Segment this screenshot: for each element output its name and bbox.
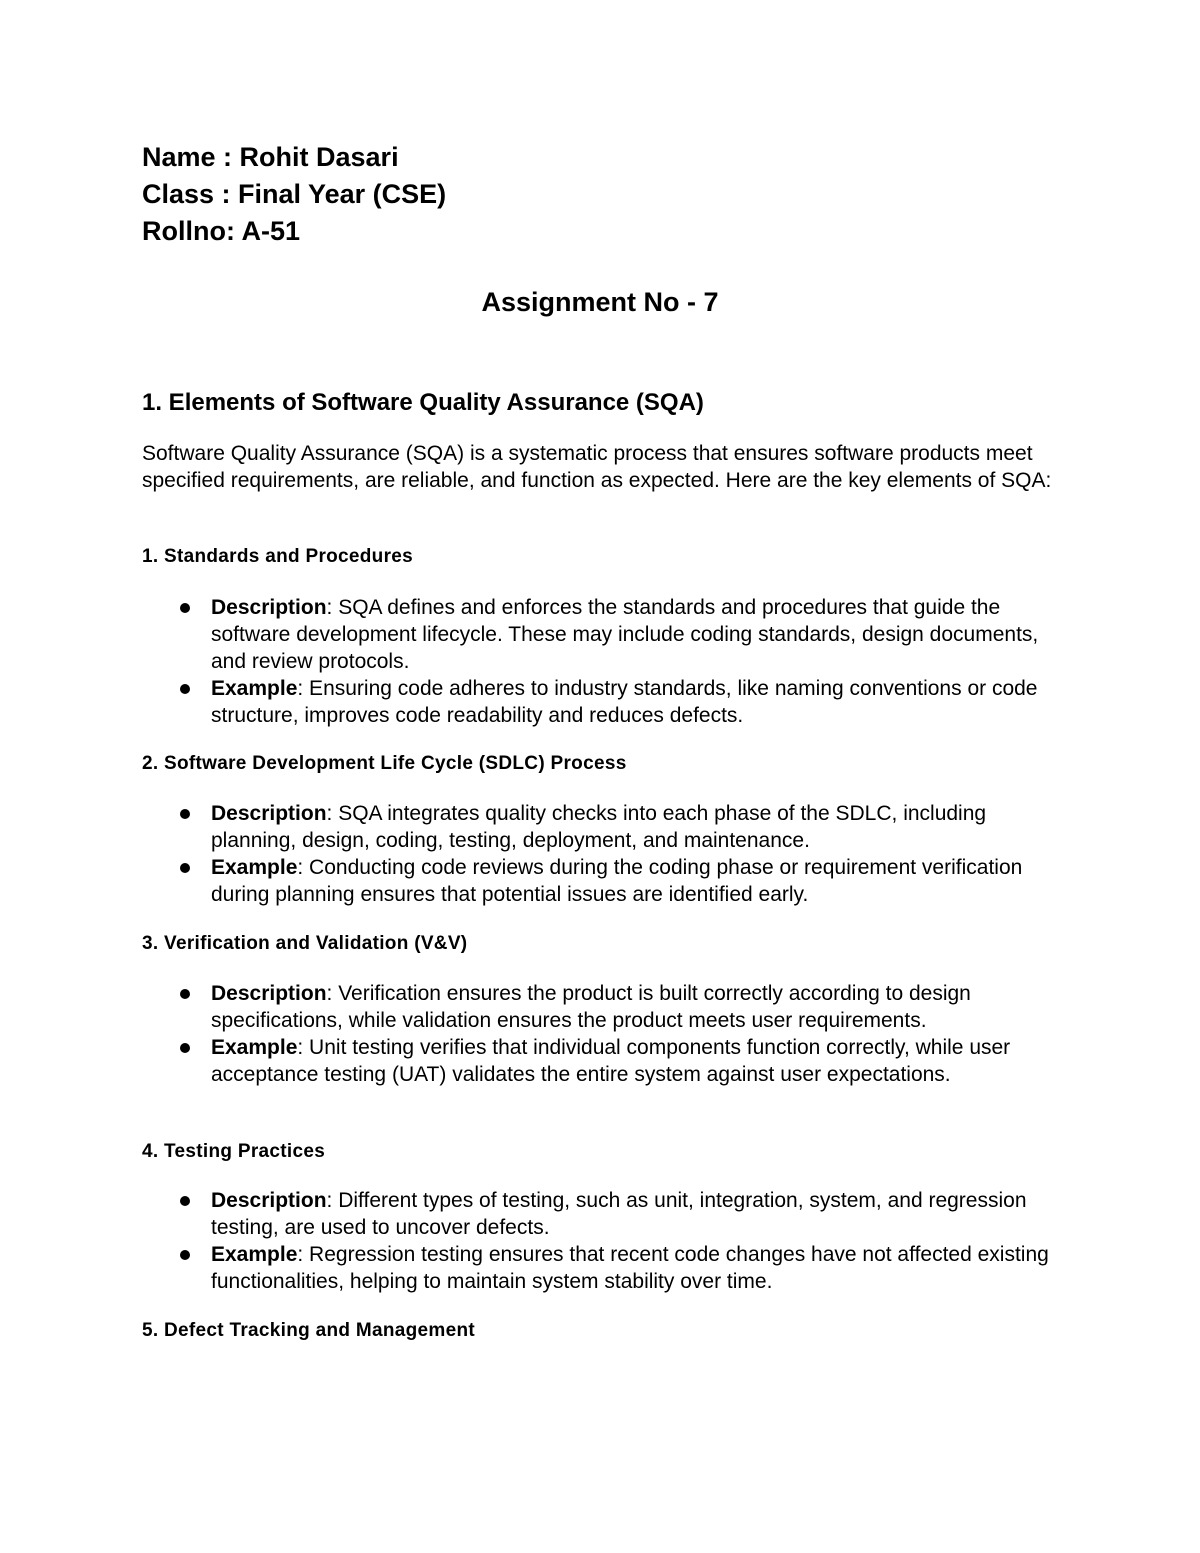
bullet-label: Description — [211, 596, 327, 619]
bullet-dot-icon — [180, 863, 190, 873]
bullet-dot-icon — [180, 1196, 190, 1206]
bullet-label: Example — [211, 1243, 298, 1266]
bullet-item — [142, 594, 1072, 675]
element-heading-defect-tracking: 5. Defect Tracking and Management — [142, 1320, 475, 1341]
bullet-label: Example — [211, 677, 298, 700]
bullet-item — [142, 800, 1072, 854]
element-bullets-vv — [142, 980, 1072, 1088]
element-heading-vv: 3. Verification and Validation (V&V) — [142, 933, 468, 954]
bullet-dot-icon — [180, 684, 190, 694]
bullet-label: Example — [211, 1036, 298, 1059]
bullet-text: : SQA defines and enforces the standards and procedures that guide the software development lifecycle. These may include coding standards, design documents, and review protocols. — [211, 596, 1039, 673]
bullet-item — [142, 1187, 1072, 1241]
bullet-text: : Conducting code reviews during the coding phase or requirement verification during planning ensures that potential issues are identified early. — [211, 856, 1023, 906]
bullet-text: : SQA integrates quality checks into each phase of the SDLC, including planning, design, coding, testing, deployment, and maintenance. — [211, 802, 987, 852]
element-bullets-testing — [142, 1187, 1072, 1295]
bullet-item — [142, 854, 1072, 908]
bullet-item — [142, 675, 1072, 729]
bullet-item — [142, 980, 1072, 1034]
bullet-item — [142, 1241, 1072, 1295]
bullet-text: : Regression testing ensures that recent code changes have not affected existing functionalities, helping to maintain system stability over time. — [211, 1243, 1049, 1293]
bullet-dot-icon — [180, 809, 190, 819]
element-heading-sdlc: 2. Software Development Life Cycle (SDLC) Process — [142, 753, 627, 774]
bullet-text: : Unit testing verifies that individual components function correctly, while user acceptance testing (UAT) validates the entire system against user expectations. — [211, 1036, 1011, 1086]
bullet-label: Description — [211, 1189, 327, 1212]
bullet-label: Example — [211, 856, 298, 879]
student-name: Name : Rohit Dasari — [142, 142, 399, 172]
bullet-label: Description — [211, 982, 327, 1005]
bullet-dot-icon — [180, 989, 190, 999]
student-class: Class : Final Year (CSE) — [142, 179, 447, 209]
bullet-dot-icon — [180, 1250, 190, 1260]
bullet-text: : Verification ensures the product is built correctly according to design specifications, while validation ensures the product meets user requirements. — [211, 982, 971, 1032]
bullet-dot-icon — [180, 1043, 190, 1053]
element-bullets-sdlc — [142, 800, 1072, 908]
assignment-title: Assignment No - 7 — [481, 287, 719, 317]
bullet-dot-icon — [180, 603, 190, 613]
bullet-text: : Ensuring code adheres to industry standards, like naming conventions or code structure, improves code readability and reduces defects. — [211, 677, 1038, 727]
section-intro: Software Quality Assurance (SQA) is a systematic process that ensures software products meet specified requirements, are reliable, and function as expected. Here are the key elements of SQA: — [142, 442, 1052, 492]
bullet-text: : Different types of testing, such as unit, integration, system, and regression testing, are used to uncover defects. — [211, 1189, 1027, 1239]
element-heading-standards: 1. Standards and Procedures — [142, 546, 414, 567]
section-title: 1. Elements of Software Quality Assurance (SQA) — [142, 389, 704, 416]
student-rollno: Rollno: A-51 — [142, 216, 300, 246]
bullet-item — [142, 1034, 1072, 1088]
element-heading-testing: 4. Testing Practices — [142, 1141, 326, 1162]
element-bullets-standards — [142, 594, 1072, 729]
bullet-label: Description — [211, 802, 327, 825]
